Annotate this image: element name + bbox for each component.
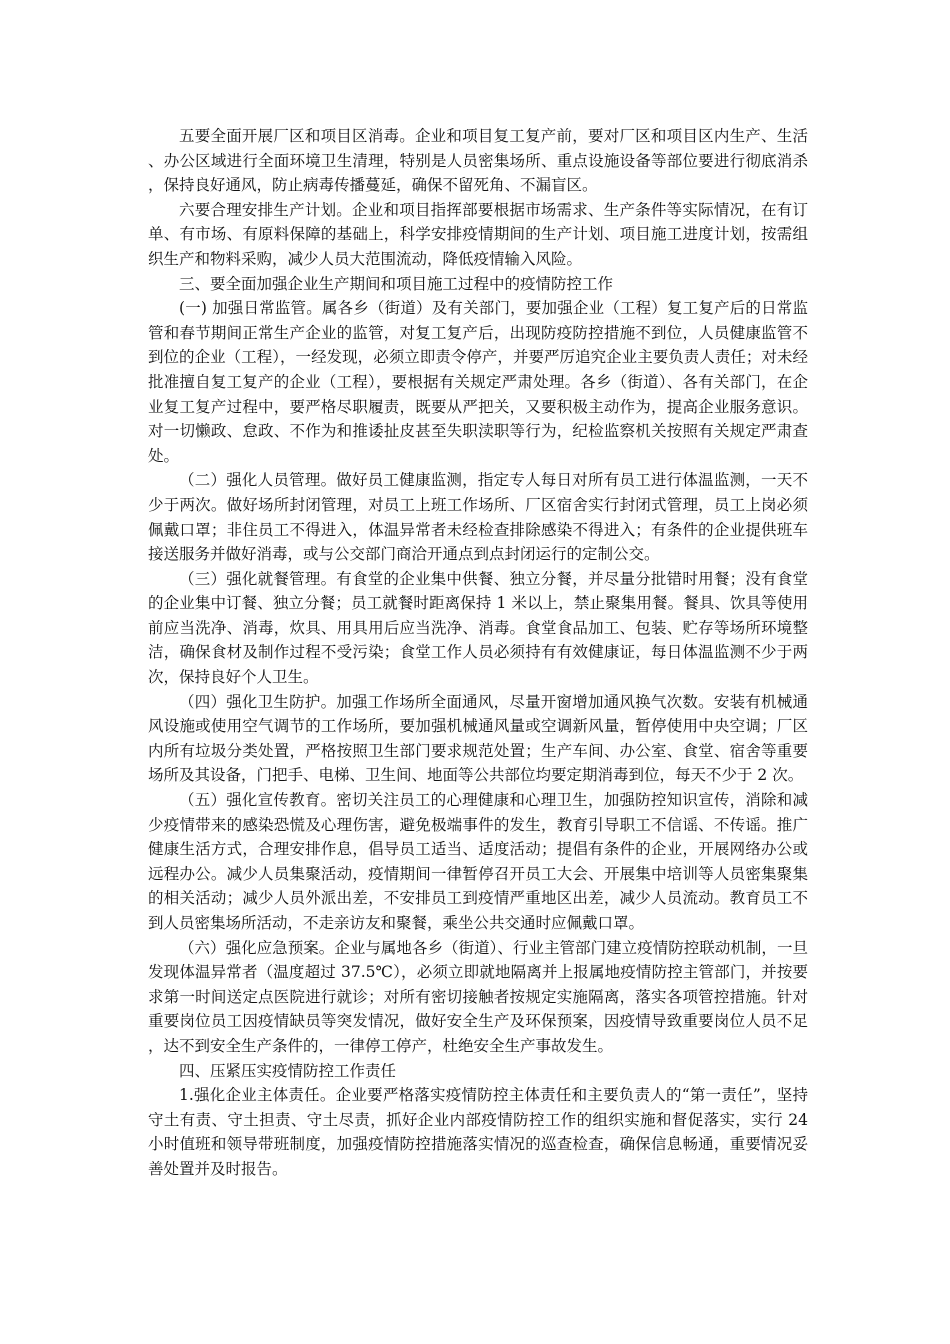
document-body: [148, 124, 808, 1182]
paragraph-hygiene-protection: （四）强化卫生防护。加强工作场所全面通风，尽量开窗增加通风换气次数。安装有机械通风设施或使用空气调节的工作场所，要加强机械通风量或空调新风量，暂停使用中央空调；厂区内所有垃圾分类处置，严格按照卫生部门要求规范处置；生产车间、办公室、食堂、宿舍等重要场所及其设备，门把手、电梯、卫生间、地面等公共部位均要定期消毒到位，每天不少于 2 次。: [148, 692, 808, 785]
paragraph-disinfection: 五要全面开展厂区和项目区消毒。企业和项目复工复产前，要对厂区和项目区内生产、生活、办公区域进行全面环境卫生清理，特别是人员密集场所、重点设施设备等部位要进行彻底消杀，保持良好通风，防止病毒传播蔓延，确保不留死角、不漏盲区。: [148, 127, 808, 195]
section-heading-4: 四、压紧压实疫情防控工作责任: [179, 1061, 397, 1080]
paragraph-publicity-education: （五）强化宣传教育。密切关注员工的心理健康和心理卫生，加强防控知识宣传，消除和减少疫情带来的感染恐慌及心理伤害，避免极端事件的发生，教育引导职工不信谣、不传谣。推广健康生活方式，合理安排作息，倡导员工适当、适度活动；提倡有条件的企业，开展网络办公或远程办公。减少人员集聚活动，疫情期间一律暂停召开员工大会、开展集中培训等人员密集聚集的相关活动；减少人员外派出差，不安排员工到疫情严重地区出差，减少人员流动。教育员工不到人员密集场所活动，不走亲访友和聚餐，乘坐公共交通时应佩戴口罩。: [148, 791, 808, 932]
section-heading-3: 三、要全面加强企业生产期间和项目施工过程中的疫情防控工作: [179, 274, 614, 293]
paragraph-personnel-management: （二）强化人员管理。做好员工健康监测，指定专人每日对所有员工进行体温监测，一天不少于两次。做好场所封闭管理，对员工上班工作场所、厂区宿舍实行封闭式管理，员工上岗必须佩戴口罩；非住员工不得进入，体温异常者未经检查排除感染不得进入；有条件的企业提供班车接送服务并做好消毒，或与公交部门商洽开通点到点封闭运行的定制公交。: [148, 471, 808, 564]
paragraph-dining-management: （三）强化就餐管理。有食堂的企业集中供餐、独立分餐，并尽量分批错时用餐；没有食堂的企业集中订餐、独立分餐；员工就餐时距离保持 1 米以上，禁止聚集用餐。餐具、饮具等使用前应当洗净、消毒，炊具、用具用后应当洗净、消毒。食堂食品加工、包装、贮存等场所环境整洁，确保食材及制作过程不受污染；食堂工作人员必须持有有效健康证，每日体温监测不少于两次，保持良好个人卫生。: [148, 569, 808, 687]
paragraph-enterprise-responsibility: 1.强化企业主体责任。企业要严格落实疫情防控主体责任和主要负责人的“第一责任”，坚持守土有责、守土担责、守土尽责，抓好企业内部疫情防控工作的组织实施和督促落实，实行 24 小时值班和领导带班制度，加强疫情防控措施落实情况的巡查检查，确保信息畅通，重要情况妥善处置并及时报告。: [148, 1086, 808, 1178]
paragraph-production-plan: 六要合理安排生产计划。企业和项目指挥部要根据市场需求、生产条件等实际情况，在有订单、有市场、有原料保障的基础上，科学安排疫情期间的生产计划、项目施工进度计划，按需组织生产和物料采购，减少人员大范围流动，降低疫情输入风险。: [148, 200, 808, 268]
paragraph-daily-supervision: (一) 加强日常监管。属各乡（街道）及有关部门，要加强企业（工程）复工复产后的日常监管和春节期间正常生产企业的监管，对复工复产后，出现防疫防控措施不到位，人员健康监管不到位的企业（工程），一经发现，必须立即责令停产，并要严厉追究企业主要负责人责任；对未经批准擅自复工复产的企业（工程），要根据有关规定严肃处理。各乡（街道）、各有关部门，在企业复工复产过程中，要严格尽职履责，既要从严把关，又要积极主动作为，提高企业服务意识。对一切懒政、怠政、不作为和推诿扯皮甚至失职渎职等行为，纪检监察机关按照有关规定严肃查处。: [148, 299, 808, 465]
paragraph-emergency-plan: （六）强化应急预案。企业与属地各乡（街道）、行业主管部门建立疫情防控联动机制，一旦发现体温异常者（温度超过 37.5℃），必须立即就地隔离并上报属地疫情防控主管部门，并按要求第一时间送定点医院进行就诊；对所有密切接触者按规定实施隔离，落实各项管控措施。针对重要岗位员工因疫情缺员等突发情况，做好安全生产及环保预案，因疫情导致重要岗位人员不足，达不到安全生产条件的，一律停工停产，杜绝安全生产事故发生。: [148, 938, 808, 1055]
